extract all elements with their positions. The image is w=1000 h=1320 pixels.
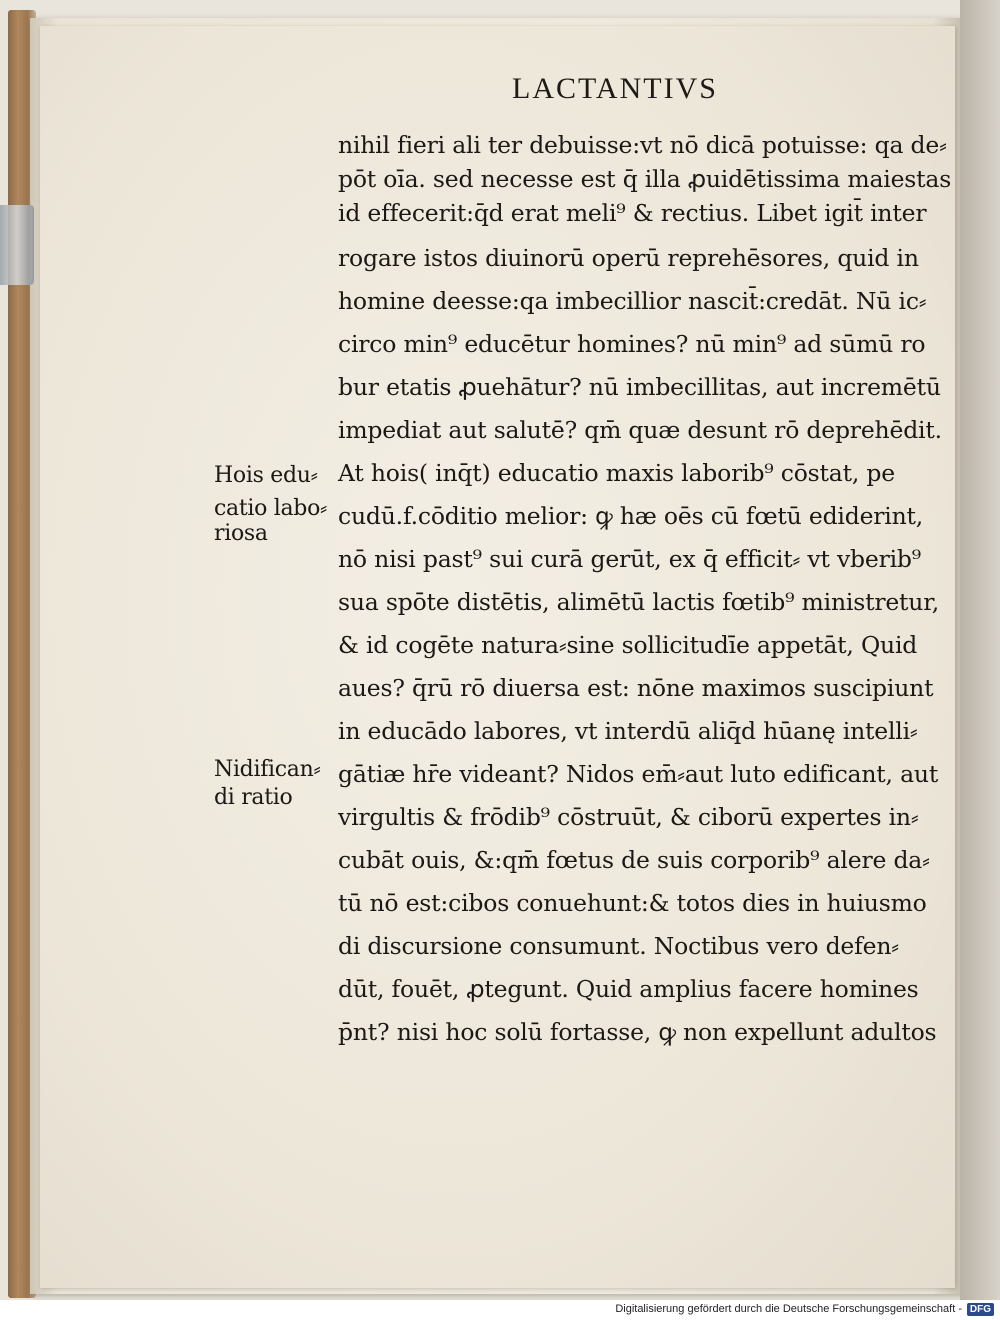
text-line: nihil fieri ali ter debuisse:vt nō dicā potuisse: qa de⸗	[338, 131, 947, 159]
text-line: gātiæ hr̄e videant? Nidos em̄⸗aut luto edificant, aut	[338, 760, 939, 788]
dfg-logo: DFG	[967, 1303, 994, 1316]
text-line: aues? q̄rū rō diuersa est: nōne maximos suscipiunt	[338, 674, 934, 702]
text-line: At hois( inq̄t) educatio maxis laborib⁹ cōstat, pe	[338, 459, 895, 487]
footer-credit: Digitalisierung gefördert durch die Deutsche Forschungsgemeinschaft -	[615, 1303, 962, 1315]
text-line: di discursione consumunt. Noctibus vero defen⸗	[338, 932, 899, 960]
clip	[0, 205, 34, 285]
text-line: cudū.f.cōditio melior: ꝙ hæ oēs cū fœtū ediderint,	[338, 502, 924, 530]
text-line: & id cogēte natura⸗sine sollicitudīe appetāt, Quid	[338, 631, 918, 659]
running-head	[0, 72, 1000, 112]
text-line: id effecerit:q̄d erat meli⁹ & rectius. Libet igit̄ inter	[338, 199, 927, 227]
marginal-note-line: catio labo⸗	[214, 496, 328, 521]
text-line: impediat aut salutē? qm̄ quæ desunt rō deprehēdit.	[338, 416, 942, 444]
facing-page-edge	[960, 0, 1000, 1300]
text-line: dūt, fouēt, ꝓtegunt. Quid amplius facere homines	[338, 975, 919, 1003]
footer-bar	[0, 1300, 1000, 1320]
text-line: rogare istos diuinorū operū reprehēsores, quid in	[338, 244, 919, 272]
text-line: tū nō est:cibos conuehunt:& totos dies in huiusmo	[338, 889, 927, 917]
marginal-note-line: di ratio	[214, 785, 293, 810]
text-line: nō nisi past⁹ sui curā gerūt, ex q̄ efficit⸗ vt vberib⁹	[338, 545, 921, 573]
text-line: circo min⁹ educētur homines? nū min⁹ ad sūmū ro	[338, 330, 926, 358]
text-line: sua spōte distētis, alimētū lactis fœtib⁹ ministretur,	[338, 588, 939, 616]
text-line: virgultis & frōdib⁹ cōstruūt, & ciborū expertes in⸗	[338, 803, 919, 831]
running-head-text: LACTANTIVS	[512, 72, 718, 105]
text-line: in educādo labores, vt interdū aliq̄d hūanę intelli⸗	[338, 717, 918, 745]
text-line: p̄nt? nisi hoc solū fortasse, ꝙ non expellunt adultos	[338, 1018, 937, 1046]
marginal-note-line: Hois edu⸗	[214, 463, 318, 488]
marginal-note-line: riosa	[214, 521, 268, 546]
marginal-note-line: Nidifican⸗	[214, 757, 321, 782]
text-line: homine deesse:qa imbecillior nascit̄:credāt. Nū ic⸗	[338, 287, 927, 315]
text-line: cubāt ouis, &:qm̄ fœtus de suis corporib⁹ alere da⸗	[338, 846, 930, 874]
text-line: pōt oīa. sed necesse est q̄ illa ꝓuidētissima maiestas	[338, 165, 952, 193]
text-line: bur etatis ꝓuehātur? nū imbecillitas, aut incremētū	[338, 373, 941, 401]
